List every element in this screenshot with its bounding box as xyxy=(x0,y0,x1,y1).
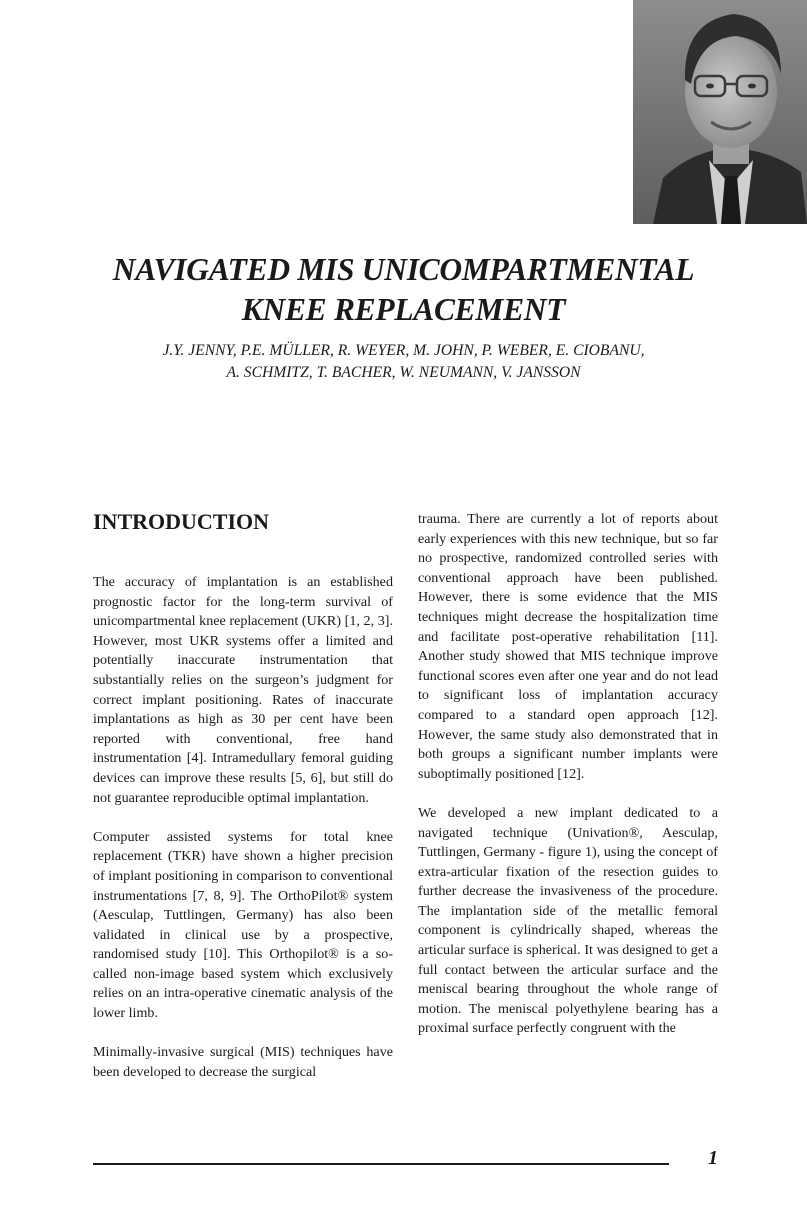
left-column xyxy=(93,573,393,1082)
paragraph: trauma. There are currently a lot of reports about early experiences with this new technique, but so far no prospective, randomized controlled series with conventional approach have been published. However, there is some evidence that the MIS techniques might decrease the hospitalization time and facilitate post-operative rehabilitation [11]. Another study showed that MIS technique improve functional scores even after one year and do not lead to significant loss of implantation accuracy compared to a standard open approach [12]. However, the same study also demonstrated that in both groups a significant number implants were suboptimally positioned [12]. xyxy=(418,511,718,782)
page-number: 1 xyxy=(708,1147,718,1169)
paragraph: Computer assisted systems for total knee replacement (TKR) have shown a higher precision of implant positioning in comparison to conventional instrumentations [7, 8, 9]. The OrthoPilot® system (Aesculap, Tuttlingen, Germany) has also been validated in clinical use by a prospective, randomised study [10]. This Orthopilot® is a so-called non-image based system which exclusively relies on an intra-operative cinematic analysis of the lower limb. xyxy=(93,828,393,1022)
author-portrait xyxy=(633,0,807,224)
author-list xyxy=(60,340,747,384)
author-line-1: J.Y. JENNY, P.E. MÜLLER, R. WEYER, M. JOHN, P. WEBER, E. CIOBANU, xyxy=(162,342,645,359)
section-heading-introduction: INTRODUCTION xyxy=(93,509,270,534)
paragraph: Minimally-invasive surgical (MIS) techniques have been developed to decrease the surgical xyxy=(93,1044,393,1080)
author-line-2: A. SCHMITZ, T. BACHER, W. NEUMANN, V. JANSSON xyxy=(226,364,581,381)
author-portrait-image xyxy=(633,0,807,224)
paper-title xyxy=(60,250,747,330)
paper-title-line-2: KNEE REPLACEMENT xyxy=(241,292,566,327)
footer-rule xyxy=(93,1163,669,1165)
paragraph: The accuracy of implantation is an established prognostic factor for the long-term survival of unicompartmental knee replacement (UKR) [1, 2, 3]. However, most UKR systems offer a limited and potentially inaccurate instrumentation that substantially relies on the surgeon’s judgment for correct implant positioning. Rates of inaccurate implantations as high as 30 per cent have been reported with conventional, free hand instrumentation [4]. Intramedullary femoral guiding devices can improve these results [5, 6], but still do not guarantee reproducible optimal implantation. xyxy=(93,574,393,806)
right-column xyxy=(418,510,718,1039)
paragraph: We developed a new implant dedicated to a navigated technique (Univation®, Aesculap, Tuttlingen, Germany - figure 1), using the concept of extra-articular fixation of the resection guides to further decrease the invasiveness of the procedure. The implantation side of the metallic femoral component is cylindrically shaped, whereas the articular surface is spherical. It was designed to get a full contact between the articular surface and the meniscal bearing throughout the whole range of motion. The meniscal polyethylene bearing has a proximal surface perfectly congruent with the xyxy=(418,804,718,1037)
paper-title-line-1: NAVIGATED MIS UNICOMPARTMENTAL xyxy=(112,252,695,287)
